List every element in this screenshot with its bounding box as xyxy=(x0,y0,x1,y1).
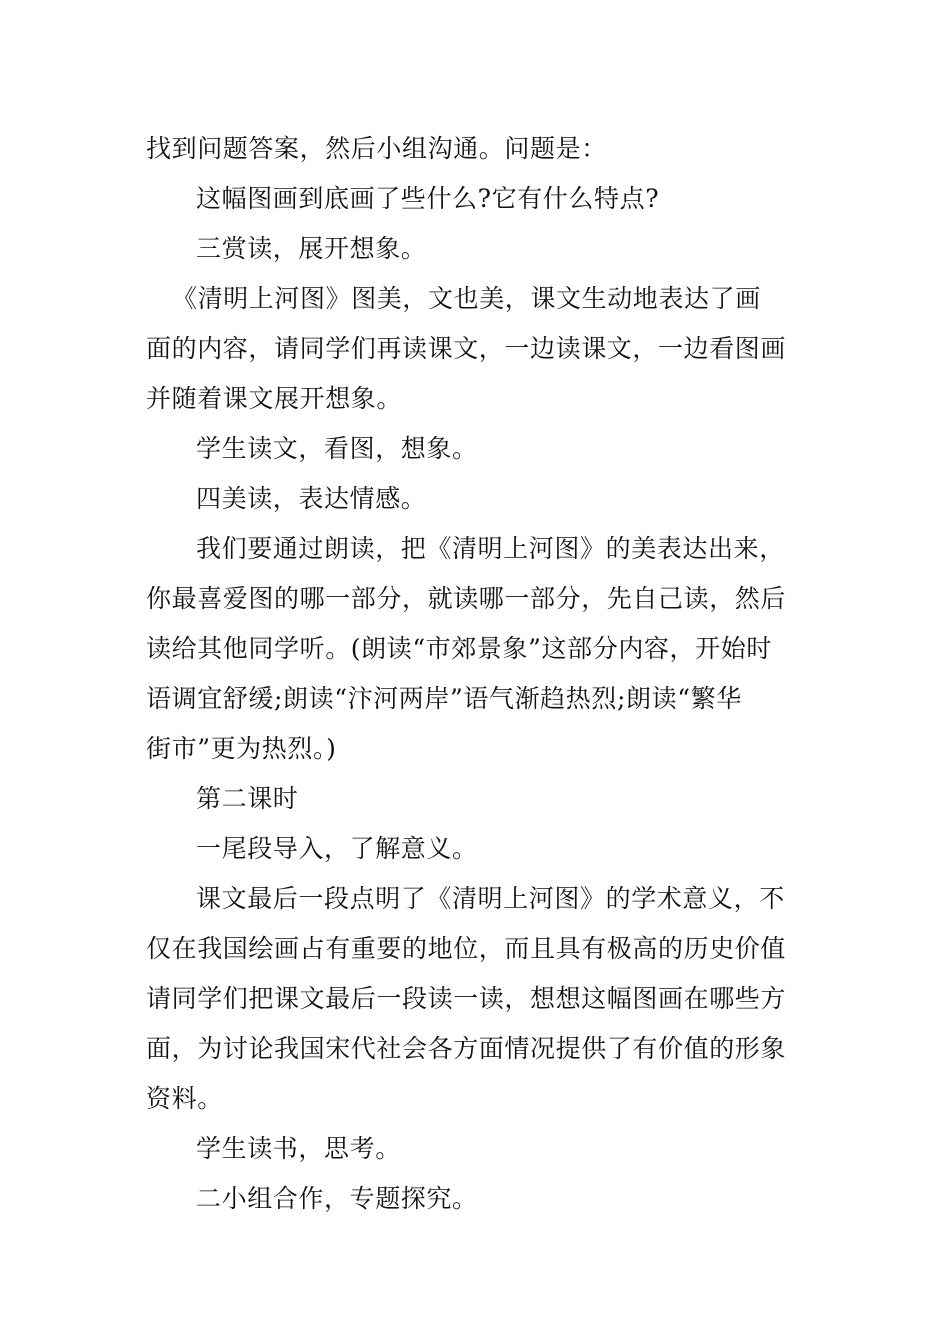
text-line: 并随着课文展开想象。 xyxy=(146,384,403,413)
text-line: 我们要通过朗读，把《清明上河图》的美表达出来， xyxy=(196,534,785,563)
lesson-heading: 第二课时 xyxy=(196,784,299,813)
section-heading: 一尾段导入，了解意义。 xyxy=(196,834,478,863)
text-line: 你最喜爱图的哪一部分，就读哪一部分，先自己读，然后 xyxy=(146,584,787,613)
text-line: 请同学们把课文最后一段读一读，想想这幅图画在哪些方 xyxy=(146,984,787,1013)
text-line: 仅在我国绘画占有重要的地位，而且具有极高的历史价值 xyxy=(146,934,787,963)
text-line: 课文最后一段点明了《清明上河图》的学术意义，不 xyxy=(196,884,785,913)
text-line: 语调宜舒缓;朗读“汴河两岸”语气渐趋热烈;朗读“繁华 xyxy=(146,684,742,713)
section-heading: 三赏读，展开想象。 xyxy=(196,234,427,263)
text-line: 学生读书，思考。 xyxy=(196,1134,401,1163)
text-line: 读给其他同学听。(朗读“市郊景象”这部分内容，开始时 xyxy=(146,634,772,663)
text-line: 找到问题答案，然后小组沟通。问题是： xyxy=(146,134,607,163)
section-heading: 二小组合作，专题探究。 xyxy=(196,1184,478,1213)
text-line: 学生读文，看图，想象。 xyxy=(196,434,478,463)
text-line: 《清明上河图》图美，文也美，课文生动地表达了画 xyxy=(172,284,761,313)
text-line: 面的内容，请同学们再读课文，一边读课文，一边看图画 xyxy=(146,334,787,363)
text-line: 街市”更为热烈。) xyxy=(146,734,337,763)
text-line: 这幅图画到底画了些什么?它有什么特点? xyxy=(196,184,660,213)
text-line: 资料。 xyxy=(146,1084,223,1113)
text-line: 面，为讨论我国宋代社会各方面情况提供了有价值的形象 xyxy=(146,1034,787,1063)
section-heading: 四美读，表达情感。 xyxy=(196,484,427,513)
